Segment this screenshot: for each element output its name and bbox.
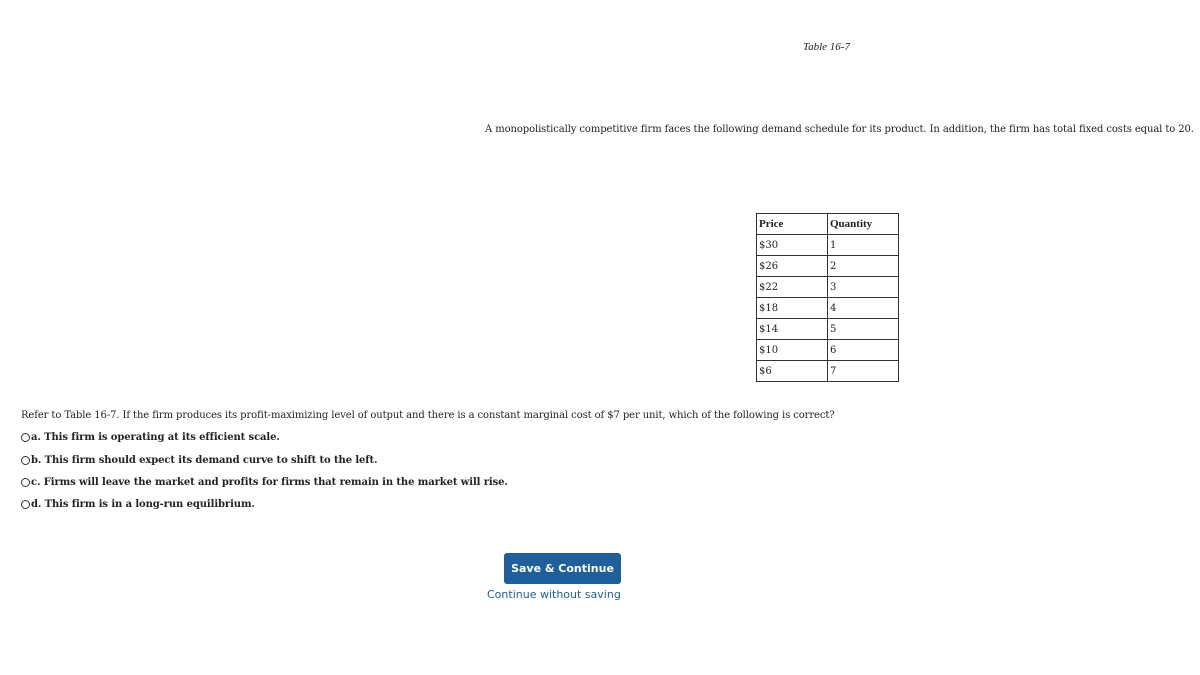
option-b[interactable] [21,455,377,466]
question-text: Refer to Table 16-7. If the firm produces its profit-maximizing level of output and there is a constant marginal cost of $7 per unit, which of the following is correct? [21,410,835,421]
quantity-header: Quantity [828,214,899,235]
table-row [757,319,899,340]
radio-button[interactable] [21,500,30,509]
demand-schedule-table [756,213,899,382]
quantity-cell: 4 [828,298,899,319]
intro-text: A monopolistically competitive firm faces the following demand schedule for its product. In addition, the firm has total fixed costs equal to 20. [485,124,1194,135]
quantity-cell: 1 [828,235,899,256]
table-row [757,256,899,277]
option-c[interactable] [21,477,508,488]
table-header-row [757,214,899,235]
table-row [757,235,899,256]
price-cell: $10 [757,340,828,361]
option-label: a. This firm is operating at its efficient scale. [31,432,280,443]
option-a[interactable] [21,432,280,443]
radio-button[interactable] [21,478,30,487]
price-cell: $18 [757,298,828,319]
save-continue-button[interactable]: Save & Continue [504,553,621,584]
option-label: b. This firm should expect its demand curve to shift to the left. [31,455,378,466]
table-row [757,298,899,319]
continue-without-saving-link[interactable]: Continue without saving [487,588,621,601]
quantity-cell: 7 [828,361,899,382]
radio-button[interactable] [21,456,30,465]
price-header: Price [757,214,828,235]
price-cell: $14 [757,319,828,340]
option-label: d. This firm is in a long-run equilibrium. [31,499,255,510]
table-title: Table 16-7 [803,41,850,53]
price-cell: $22 [757,277,828,298]
price-cell: $26 [757,256,828,277]
price-cell: $6 [757,361,828,382]
quantity-cell: 5 [828,319,899,340]
quantity-cell: 2 [828,256,899,277]
price-cell: $30 [757,235,828,256]
option-d[interactable] [21,499,255,510]
table-row [757,340,899,361]
radio-button[interactable] [21,433,30,442]
quantity-cell: 6 [828,340,899,361]
option-label: c. Firms will leave the market and profits for firms that remain in the market will rise. [31,477,508,488]
table-row [757,361,899,382]
quantity-cell: 3 [828,277,899,298]
table-row [757,277,899,298]
